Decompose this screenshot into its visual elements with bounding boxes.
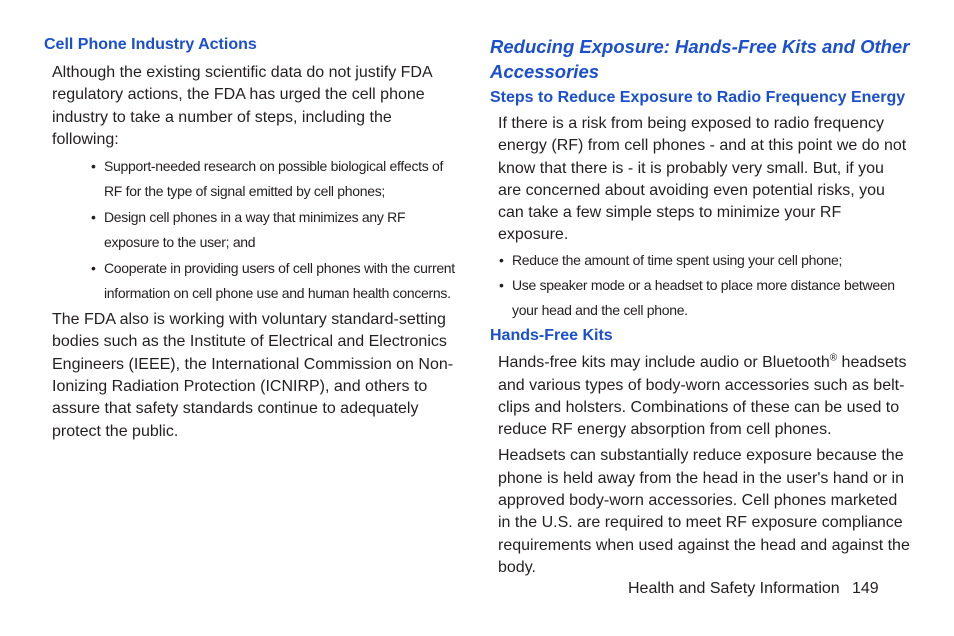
industry-intro-paragraph: Although the existing scientific data do not justify FDA regulatory actions, the FDA has urged the cell phone industry to take a number of steps, including the following: — [52, 64, 432, 148]
industry-actions-heading: Cell Phone Industry Actions — [44, 36, 257, 53]
footer-section-title: Health and Safety Information — [628, 580, 840, 597]
fda-standards-paragraph: The FDA also is working with voluntary standard-setting bodies such as the Institute of Electrical and Electronics Engineers (IEEE), the International Commission on Non-Ionizing Radiation Protection (ICNIRP), and others to assure that safety standards continue to adequately protect the public. — [52, 311, 454, 440]
hands-free-kits-heading: Hands-Free Kits — [490, 327, 613, 345]
steps-intro-paragraph: If there is a risk from being exposed to radio frequency energy (RF) from cell phones - and at this point we do not know that there is - it is probably very small. But, if you are concerned about avoiding even potential risks, you can take a few simple steps to minimize your RF exposure. — [498, 115, 907, 244]
reducing-exposure-heading: Reducing Exposure: Hands-Free Kits and Other Accessories — [490, 36, 910, 82]
bullet-icon: • — [499, 277, 504, 294]
industry-bullet-list — [91, 154, 456, 305]
list-item: • Support-needed research on possible biological effects of RF for the type of signal emitted by cell phones; — [91, 154, 456, 203]
headsets-paragraph: Headsets can substantially reduce exposure because the phone is held away from the head in the user's hand or in approved body-worn accessories. Cell phones marketed in the U.S. are required to meet RF exposure compliance requirements when used against the head and against the body. — [498, 447, 910, 576]
page-number: 149 — [852, 580, 879, 597]
list-item: • Cooperate in providing users of cell phones with the current information on cell phone use and human health concerns. — [91, 256, 456, 305]
left-column — [44, 34, 456, 443]
right-column — [490, 34, 910, 579]
steps-bullet-list — [499, 248, 910, 323]
registered-mark: ® — [829, 352, 838, 364]
list-item: • Reduce the amount of time spent using your cell phone; — [499, 248, 910, 273]
steps-heading: Steps to Reduce Exposure to Radio Frequency Energy — [490, 89, 906, 106]
list-item: • Use speaker mode or a headset to place more distance between your head and the cell phone. — [499, 273, 910, 322]
bullet-icon: • — [91, 209, 96, 226]
bullet-icon: • — [91, 260, 96, 277]
bullet-icon: • — [499, 251, 504, 268]
bullet-icon: • — [91, 158, 96, 175]
hands-free-kits-paragraph: Hands-free kits may include audio or Bluetooth® headsets and various types of body-worn accessories such as belt-clips and holsters. Combinations of these can be used to reduce RF energy absorption from cell phones. — [498, 352, 907, 439]
list-item: • Design cell phones in a way that minimizes any RF exposure to the user; and — [91, 205, 456, 254]
